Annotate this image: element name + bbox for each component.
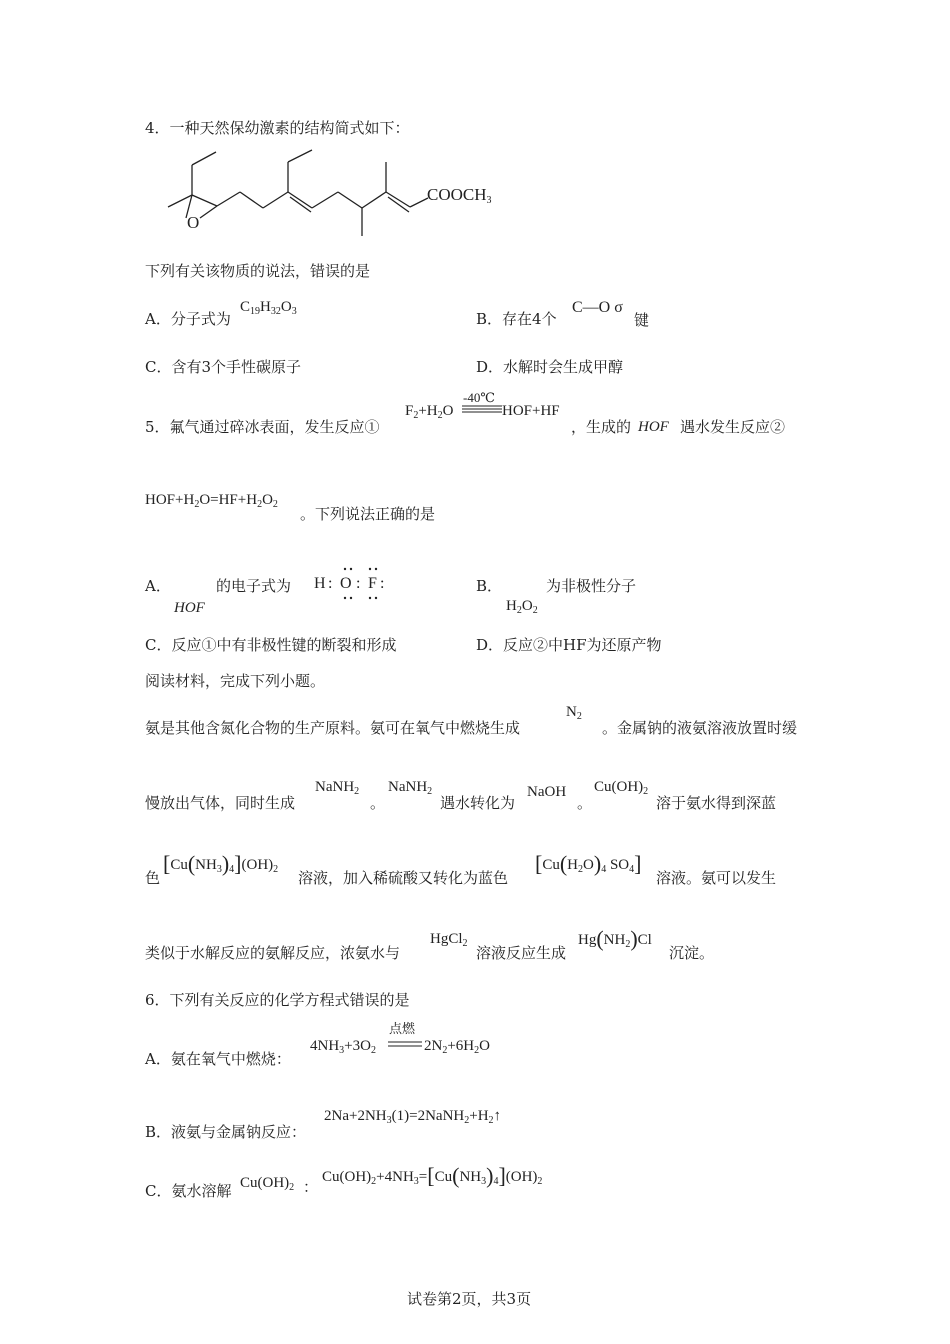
q4-option-b-label: B．存在4个 (476, 310, 557, 328)
svg-text::: : (356, 575, 361, 592)
material-naoh: NaOH (527, 784, 567, 800)
material-line4-c: 沉淀。 (669, 944, 715, 962)
q5-option-a-hof: HOF (174, 600, 205, 616)
material-line4-b: 溶液反应生成 (476, 944, 567, 962)
material-intro: 阅读材料，完成下列小题。 (145, 672, 326, 690)
ester-group-label: $COOCH_3$ (427, 185, 492, 206)
q6-stem: 6．下列有关反应的化学方程式错误的是 (145, 991, 410, 1009)
q5-option-b-text: 为非极性分子 (546, 577, 637, 595)
q5-reaction2: $HOF+H_2O=HF+H_2O_2$ (145, 492, 278, 510)
material-line2-c: 溶于氨水得到深蓝 (656, 794, 777, 812)
q5-reaction1-arrow (462, 405, 502, 413)
hof-electron-formula (312, 565, 390, 601)
q4-question: 下列有关该物质的说法，错误的是 (145, 262, 371, 280)
q6-option-b-equation: $2Na+2NH_3(1)=2NaNH_2+H_2↑$ (324, 1108, 502, 1126)
q6-option-b-label: B．液氨与金属钠反应： (145, 1123, 307, 1141)
material-line3-b: 溶液，加入稀硫酸又转化为蓝色 (298, 869, 509, 887)
material-hgnh2cl: $Hg(NH_2)Cl$ (578, 926, 652, 951)
q5-stem-prefix: 5．氟气通过碎冰表面，发生反应① (145, 418, 380, 436)
q6-option-a-left: $4NH_3+3O_2$ (310, 1038, 376, 1056)
q5-stem-middle: ，生成的 (571, 418, 632, 436)
q4-stem: 4．一种天然保幼激素的结构简式如下： (145, 119, 410, 137)
q4-option-c: C．含有3个手性碳原子 (145, 358, 302, 376)
q5-hof: HOF (638, 419, 669, 435)
q6-option-c-label: C．氨水溶解 (145, 1182, 232, 1200)
svg-text:H: H (314, 575, 326, 592)
q4-option-a-formula: $C_{19}H_{32}O_3$ (240, 299, 297, 317)
material-n2: $N_2$ (566, 704, 582, 722)
q4-option-a-label: A．分子式为 (145, 310, 231, 328)
q6-option-a-label: A．氨在氧气中燃烧： (145, 1050, 291, 1068)
svg-text::: : (380, 575, 385, 592)
q5-reaction1-right: HOF+HF (502, 403, 560, 419)
q5-reaction1-left: $F_2+H_2O$ (405, 403, 454, 421)
svg-text:F: F (368, 575, 377, 592)
q6-option-c-colon: ： (303, 1178, 319, 1196)
q5-option-b-label: B． (476, 577, 503, 595)
material-line2-b: 遇水转化为 (440, 794, 516, 812)
material-period-2: 。 (577, 794, 593, 812)
q5-stem-suffix: 遇水发生反应② (680, 418, 786, 436)
q4-option-d: D．水解时会生成甲醇 (476, 358, 624, 376)
material-line2-a: 慢放出气体，同时生成 (145, 794, 296, 812)
q6-option-a-arrow (388, 1041, 422, 1047)
q5-reaction1-condition: -40℃ (463, 390, 495, 405)
material-line3-c: 溶液。氨可以发生 (656, 869, 777, 887)
q6-option-c-equation: $Cu(OH)_2+4NH_3=[Cu(NH_3)_4](OH)_2$ (322, 1163, 543, 1188)
material-line1-b: 。金属钠的液氨溶液放置时缓 (602, 719, 798, 737)
q5-option-b-formula: $H_2O_2$ (506, 598, 538, 616)
q5-question: 。下列说法正确的是 (300, 505, 436, 523)
material-nanh2-1: NaNH$_2$ (315, 779, 360, 797)
q4-option-b-formula: C—O σ (572, 299, 623, 316)
material-nanh2-2: NaNH$_2$ (388, 779, 433, 797)
q5-option-d: D．反应②中HF为还原产物 (476, 636, 662, 654)
epoxide-oxygen-label: O (187, 213, 200, 232)
material-line4-a: 类似于水解反应的氨解反应，浓氨水与 (145, 944, 401, 962)
material-line3-a: 色 (145, 869, 161, 887)
q6-option-a-condition: 点燃 (389, 1022, 416, 1037)
q4-option-b-suffix: 键 (634, 311, 650, 329)
q5-option-a-label: A． (145, 577, 171, 595)
material-line1-a: 氨是其他含氮化合物的生产原料。氨可在氧气中燃烧生成 (145, 719, 521, 737)
q5-option-a-text: 的电子式为 (216, 577, 292, 595)
material-period-1: 。 (370, 794, 386, 812)
material-hgcl2: HgCl$_2$ (430, 931, 468, 949)
q6-option-a-right: $2N_2+6H_2O$ (424, 1038, 490, 1056)
page-footer: 试卷第2页，共3页 (407, 1290, 532, 1308)
q5-option-c: C．反应①中有非极性键的断裂和形成 (145, 636, 397, 654)
material-complex-1: $[Cu(NH_3)_4](OH)_2$ (163, 851, 279, 876)
svg-text::: : (328, 575, 333, 592)
svg-text:O: O (340, 575, 352, 592)
material-cuoh2: $Cu(OH)_2$ (594, 779, 649, 797)
q6-option-c-formula: $Cu(OH)_2$ (240, 1175, 295, 1193)
material-complex-2: [$Cu(H_2O)_4$ $SO_4$] (535, 851, 642, 876)
